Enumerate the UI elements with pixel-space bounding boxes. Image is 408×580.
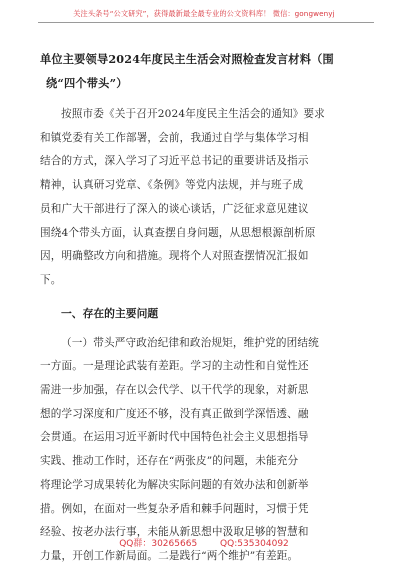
section-heading: 一、存在的主要问题	[61, 306, 159, 320]
section-paragraph	[40, 332, 370, 569]
document-body	[40, 103, 370, 569]
section-line: 力量，开创工作新局面。二是践行“两个维护”有差距。	[40, 549, 299, 562]
section-line: 想的学习深度和广度还不够，没有真正做到学深悟透、融	[40, 407, 309, 420]
section-line: 一方面。一是理论武装有差距。学习的主动性和自觉性还	[40, 360, 309, 373]
intro-paragraph	[40, 103, 370, 293]
intro-line: 围绕4个带头方面，认真查摆自身问题，从思想根源剖析原	[40, 226, 316, 239]
intro-line: 下。	[40, 273, 62, 286]
header-notice: 关注头条号“公文研究”，获得最新最全最专业的公文资料库！ 微信：gongwenyj	[73, 9, 335, 18]
section-line: （一）带头严守政治纪律和政治规矩，维护党的团结统	[61, 336, 319, 349]
footer-qq-group: QQ群：30265665	[119, 539, 198, 549]
footer-contact	[0, 536, 408, 549]
footer-qq: QQ:535304092	[220, 539, 289, 549]
section-line: 经验、按老办法行事，未能从新思想中汲取足够的智慧和	[40, 526, 309, 539]
intro-line: 和镇党委有关工作部署，会前，我通过自学与集体学习相	[40, 131, 309, 144]
intro-line: 结合的方式，深入学习了习近平总书记的重要讲话及指示	[40, 155, 309, 168]
header-divider	[38, 22, 374, 23]
intro-line: 按照市委《关于召开2024年度民主生活会的通知》要求	[61, 108, 325, 120]
intro-line: 员和广大干部进行了深入的谈心谈话，广泛征求意见建议	[40, 202, 309, 215]
title-line-2: 绕“四个带头”）	[46, 76, 128, 90]
title-line-1: 单位主要领导2024年度民主生活会对照检查发言材料（围	[40, 52, 334, 66]
intro-line: 精神，认真研习党章、《条例》等党内法规，并与班子成	[40, 179, 304, 192]
section-line: 将理论学习成果转化为解决实际问题的有效办法和创新举	[40, 478, 309, 491]
intro-line: 因，明确整改方向和措施。现将个人对照查摆情况汇报如	[40, 250, 309, 263]
document-title	[40, 47, 370, 95]
section-line: 需进一步加强，存在以会代学、以干代学的现象，对新思	[40, 384, 309, 397]
section-line: 实践、推动工作时，还存在“两张皮”的问题，未能充分	[40, 455, 299, 468]
section-line: 会贯通。在运用习近平新时代中国特色社会主义思想指导	[40, 431, 309, 444]
section-line: 措。例如，在面对一些复杂矛盾和棘手问题时，习惯于凭	[40, 502, 309, 515]
